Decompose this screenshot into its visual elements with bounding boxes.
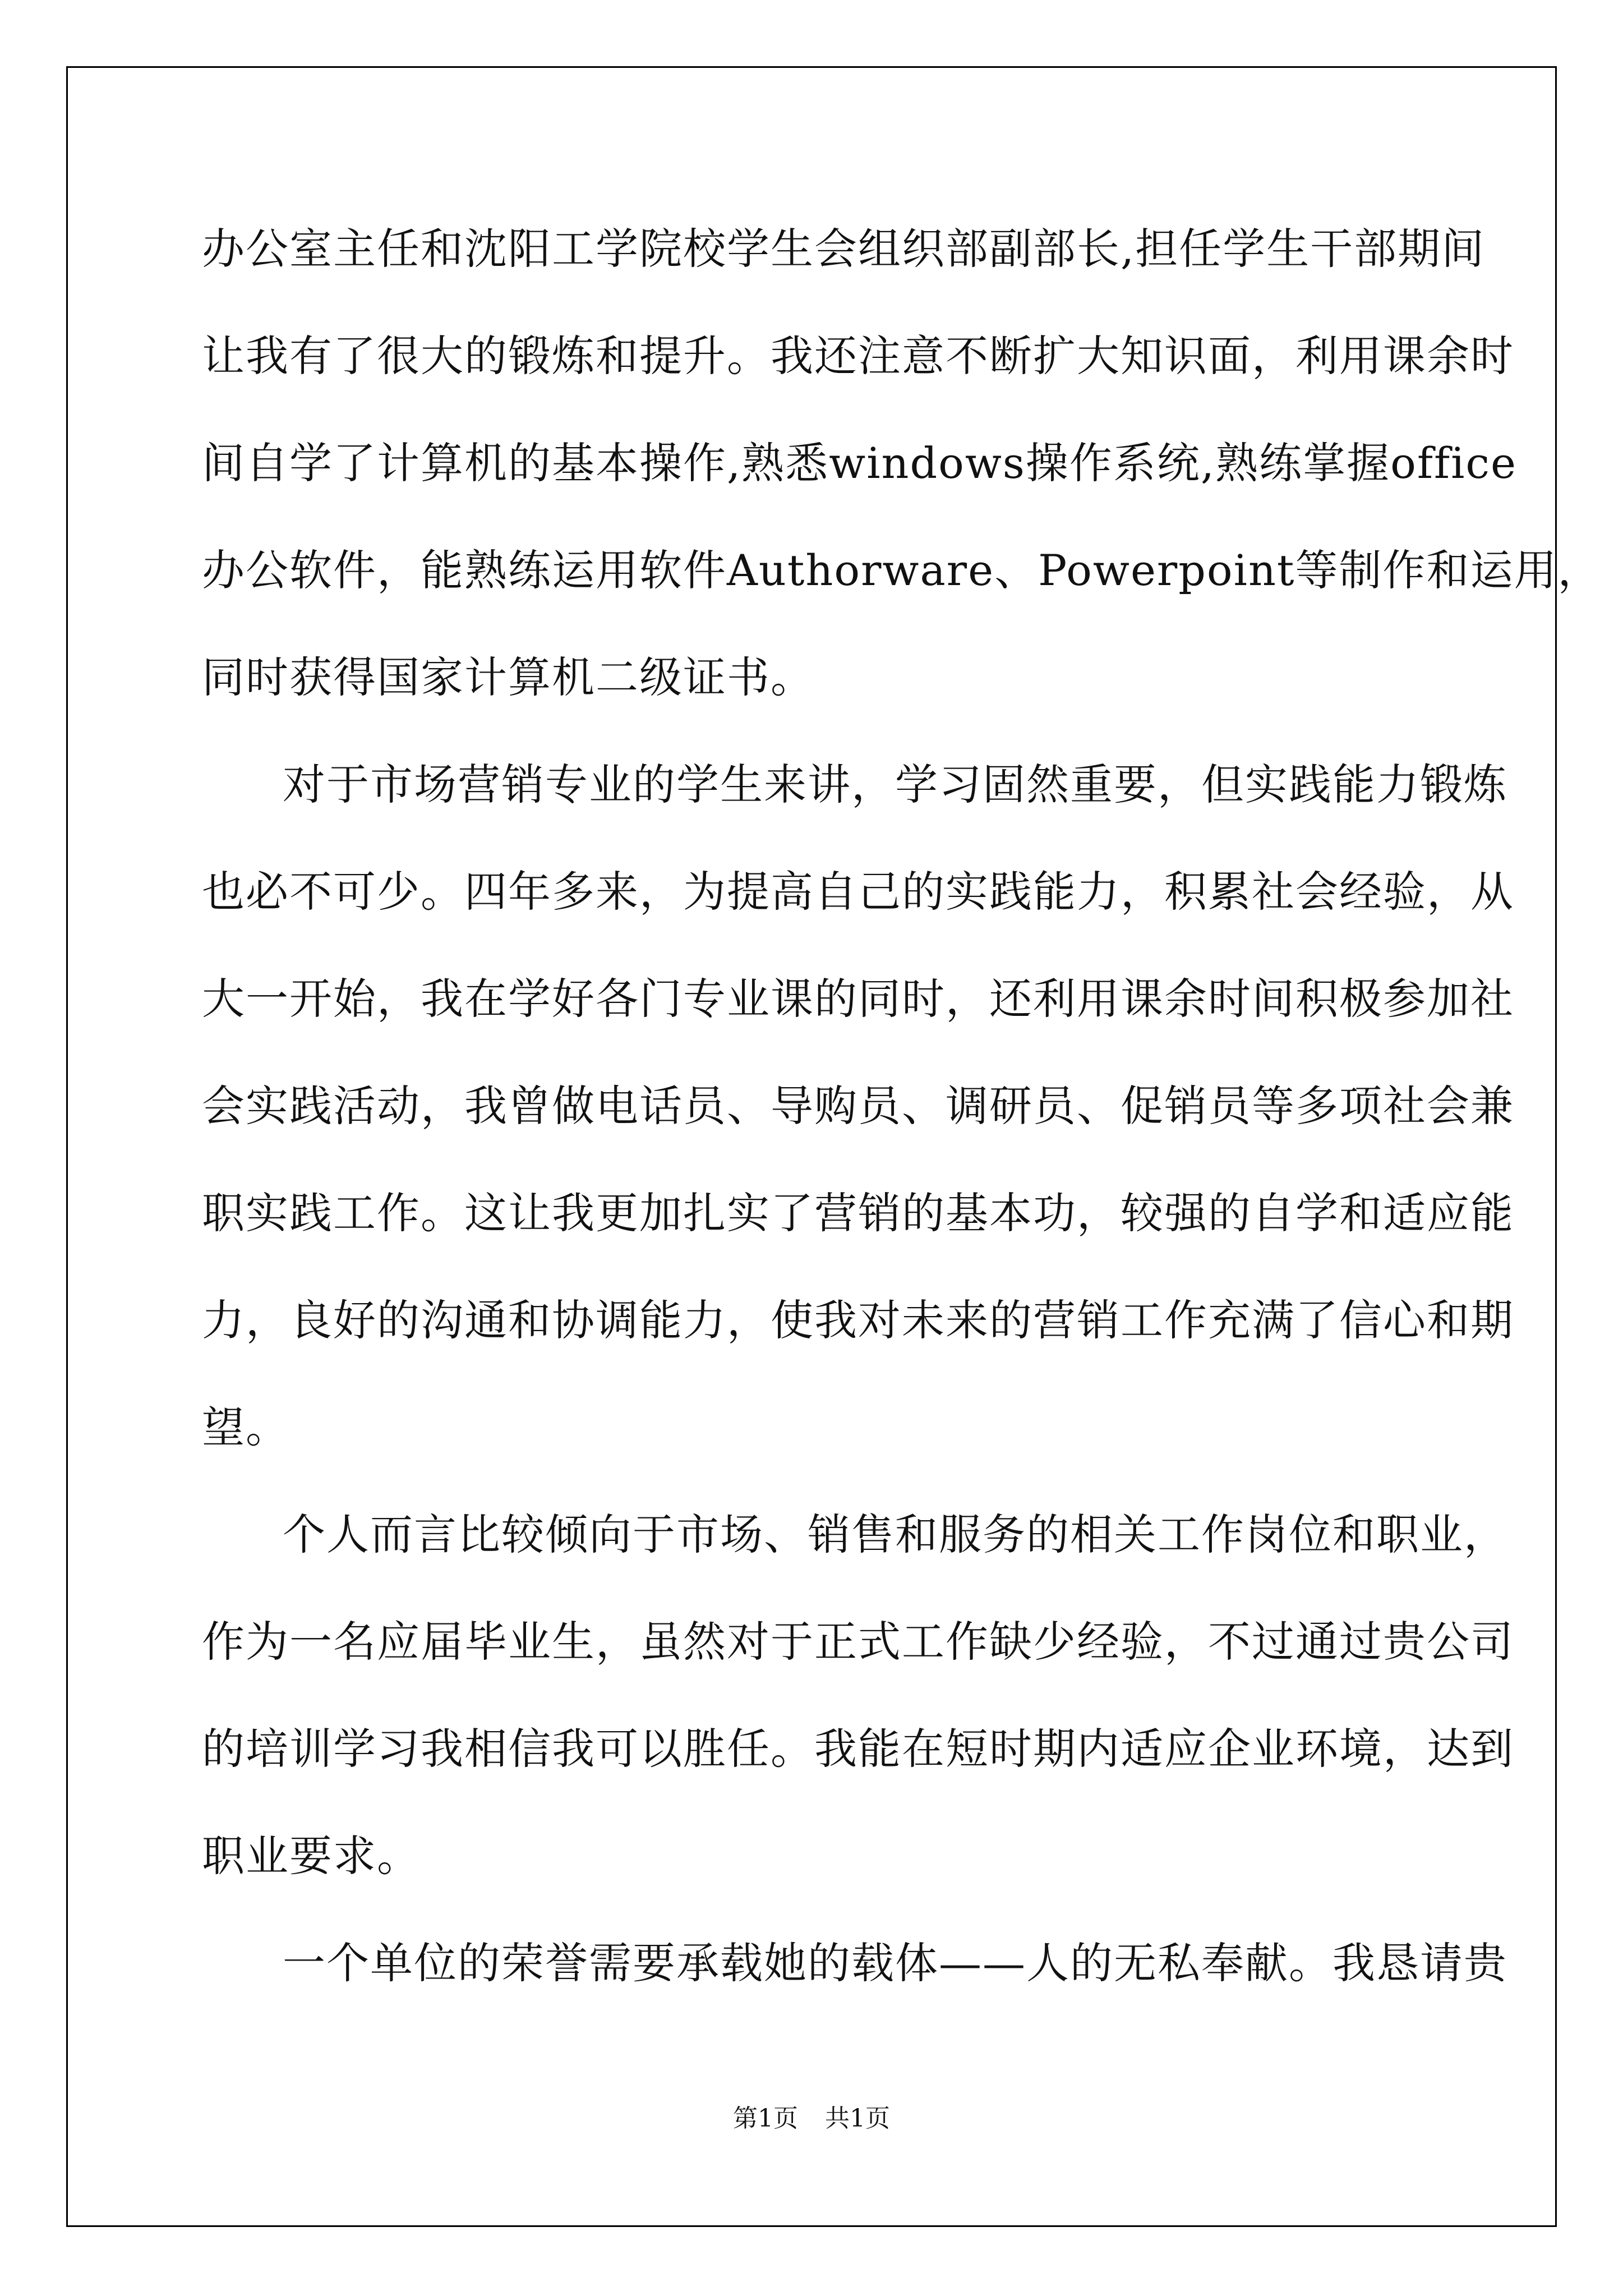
text-line: 一个单位的荣誉需要承载她的载体——人的无私奉献。我恳请贵	[283, 1938, 1507, 1988]
text-line: 会实践活动，我曾做电话员、导购员、调研员、促销员等多项社会兼	[202, 1081, 1514, 1131]
text-line: 作为一名应届毕业生，虽然对于正式工作缺少经验，不过通过贵公司	[202, 1617, 1514, 1667]
page-number: 第1页	[733, 2104, 798, 2133]
text-line: 间自学了计算机的基本操作,熟悉windows操作系统,熟练掌握office	[202, 438, 1517, 488]
text-line: 也必不可少。四年多来，为提高自己的实践能力，积累社会经验，从	[202, 867, 1514, 917]
text-line: 的培训学习我相信我可以胜任。我能在短时期内适应企业环境，达到	[202, 1724, 1514, 1774]
text-line: 职业要求。	[202, 1831, 421, 1881]
text-line: 力，良好的沟通和协调能力，使我对未来的营销工作充满了信心和期	[202, 1295, 1514, 1345]
document-body	[202, 220, 1602, 2041]
page-footer	[0, 2102, 1623, 2136]
text-line: 同时获得国家计算机二级证书。	[202, 652, 814, 702]
text-line: 对于市场营销专业的学生来讲，学习固然重要，但实践能力锻炼	[283, 760, 1507, 809]
page-total: 共1页	[825, 2104, 890, 2133]
text-line: 职实践工作。这让我更加扎实了营销的基本功，较强的自学和适应能	[202, 1188, 1514, 1238]
text-line: 望。	[202, 1402, 289, 1452]
text-line: 让我有了很大的锻炼和提升。我还注意不断扩大知识面，利用课余时	[202, 331, 1514, 381]
text-line: 办公室主任和沈阳工学院校学生会组织部副部长,担任学生干部期间	[202, 224, 1486, 274]
text-line: 大一开始，我在学好各门专业课的同时，还利用课余时间积极参加社	[202, 974, 1514, 1024]
text-line: 办公软件，能熟练运用软件Authorware、Powerpoint等制作和运用，	[202, 545, 1602, 595]
text-line: 个人而言比较倾向于市场、销售和服务的相关工作岗位和职业，	[283, 1510, 1507, 1559]
